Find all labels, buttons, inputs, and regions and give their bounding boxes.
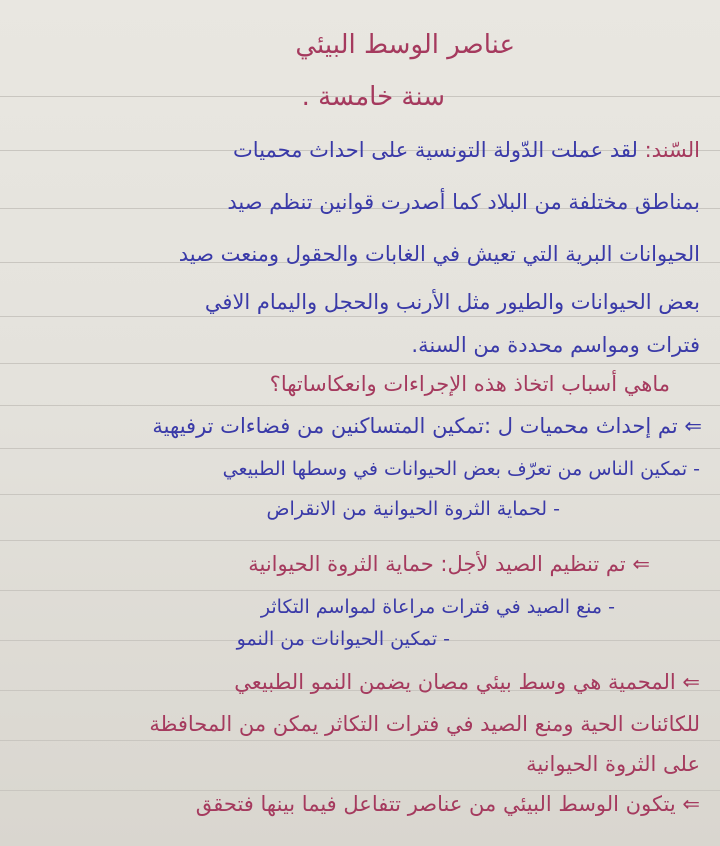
answer-1-bullet-2: - لحماية الثروة الحيوانية من الانقراض xyxy=(266,498,560,520)
conclusion-line-4: ⇐ يتكون الوسط البيئي من عناصر تتفاعل فيما بينها فتحقق xyxy=(195,792,700,816)
conclusion-line-1: ⇐ المحمية هي وسط بيئي مصان يضمن النمو الطبيعي xyxy=(234,670,700,694)
question-line: ماهي أسباب اتخاذ هذه الإجراءات وانعكاساتها؟ xyxy=(269,372,670,396)
answer-1-intro: ⇐ تم إحداث محميات ل :تمكين المتساكنين من فضاءات ترفيهية xyxy=(152,414,702,438)
text-line-1-content: لقد عملت الدّولة التونسية على احداث محميات xyxy=(233,138,638,162)
page-rule xyxy=(0,590,720,591)
answer-2-bullet-1: - منع الصيد في فترات مراعاة لمواسم التكاثر xyxy=(260,596,615,618)
text-label: السّند: xyxy=(644,138,700,162)
page-title: عناصر الوسط البيئي xyxy=(295,30,515,60)
page-rule xyxy=(0,448,720,449)
text-line-5: فترات ومواسم محددة من السنة. xyxy=(411,333,700,357)
page-rule xyxy=(0,405,720,406)
page-rule xyxy=(0,740,720,741)
conclusion-line-3: على الثروة الحيوانية xyxy=(526,752,700,776)
answer-1-bullet-1: - تمكين الناس من تعرّف بعض الحيوانات في وسطها الطبيعي xyxy=(222,458,700,480)
page-rule xyxy=(0,316,720,317)
text-line-2: بمناطق مختلفة من البلاد كما أصدرت قوانين تنظم صيد xyxy=(227,190,700,214)
text-line-1 xyxy=(233,138,700,162)
conclusion-line-2: للكائنات الحية ومنع الصيد في فترات التكاثر يمكن من المحافظة xyxy=(149,712,700,736)
text-line-3: الحيوانات البرية التي تعيش في الغابات والحقول ومنعت صيد xyxy=(178,242,700,266)
answer-2-bullet-2: - تمكين الحيوانات من النمو xyxy=(236,628,450,650)
text-line-4: بعض الحيوانات والطيور مثل الأرنب والحجل واليمام الافي xyxy=(204,290,700,314)
page-rule xyxy=(0,540,720,541)
page-subtitle: سنة خامسة . xyxy=(301,82,445,112)
page-rule xyxy=(0,790,720,791)
answer-2-intro: ⇐ تم تنظيم الصيد لأجل: حماية الثروة الحيوانية xyxy=(248,552,650,576)
page-rule xyxy=(0,494,720,495)
page-rule xyxy=(0,363,720,364)
